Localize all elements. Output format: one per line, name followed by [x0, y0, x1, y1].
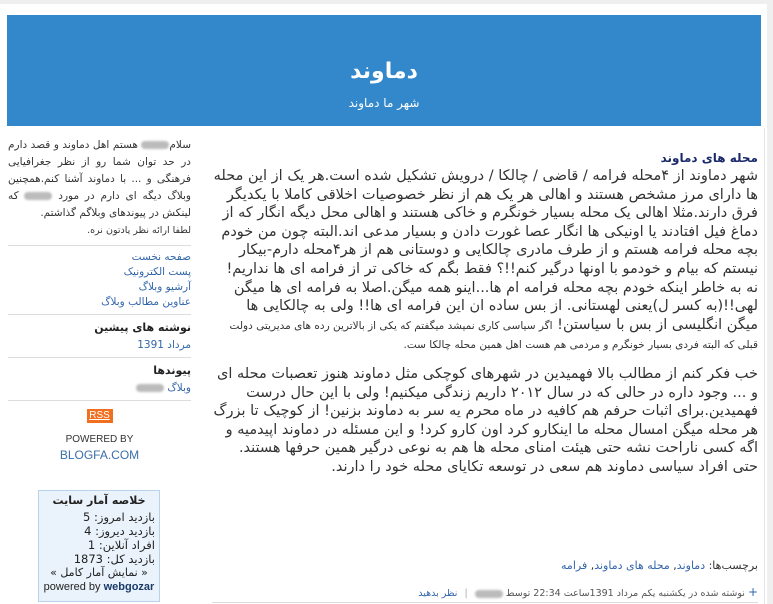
- post-titles-link[interactable]: عناوین مطالب وبلاگ: [101, 296, 191, 308]
- friend-link[interactable]: [8, 380, 191, 396]
- redacted-name: [24, 192, 52, 200]
- about-text: [8, 137, 191, 241]
- stats-value: 1: [87, 538, 96, 552]
- sidebar: [8, 137, 191, 462]
- divider: [8, 400, 191, 401]
- webgozar-credit[interactable]: [43, 580, 155, 594]
- blog-title[interactable]: دماوند: [350, 59, 418, 84]
- post-tags: برچسب‌ها: دماوند, محله های دماوند, فرامه: [561, 559, 758, 572]
- comment-link[interactable]: نظر بدهید: [418, 588, 458, 599]
- powered-by-label: POWERED BY: [65, 434, 134, 445]
- comment-reminder: لطفا ارائه نظر یادتون نره.: [87, 225, 191, 236]
- friend-link-label: وبلاگ: [167, 382, 191, 394]
- webgozar-brand: webgozar: [103, 581, 155, 593]
- stats-row: [43, 552, 155, 566]
- email-link[interactable]: پست الکترونیک: [123, 266, 191, 278]
- plus-icon: +: [747, 585, 758, 599]
- redacted-author: [475, 590, 503, 598]
- archive-item[interactable]: مرداد 1391: [137, 339, 191, 351]
- post: [212, 149, 758, 599]
- stats-row: [43, 524, 155, 538]
- post-body: [212, 167, 758, 477]
- stats-value: 4: [84, 524, 92, 538]
- post-text: شهر دماوند از ۴محله فرامه / قاضی / چالکا / درویش تشکیل شده است.هر یک از این محله ها دارای مرز مشخص هستند و اهالی هر یک هم از نظر خصوصیات اخلاقی کاملا با یکدیگر فرق دارند.مثلا اهالی یک محله بسیار خونگرم و خاکی هستند و اهالی محل دیگه انگار که از دماغ فیل افتادند یا اونیکی ها انگار عصا غورت دادن و بسیار مدعی اند.البته چون من خودم بچه محله فرامه هستم و از طرف مادری چالکایی و دوستانی هم از هر۴محله دارم-بیکار نیستم که بیام و خودمو با اونها درگیر کنم!!؟ فقط بگم که خاکی تر از فرامه ای ها نداریم! نه به خاطر اینکه خودم بچه محله فرامه ام ها...اینو همه میگن.اصلا به فرامه ای ها میگن لهی!!(به کسر ل)یعنی لهستانی. از بس ساده ان این فرامه ای ها!! ولی به چالکایی ها میگن انگلیسی از بس با سیاستن!: [213, 168, 758, 333]
- blog-header: [7, 15, 761, 126]
- tag-link[interactable]: محله های دماوند: [594, 559, 670, 572]
- home-link[interactable]: صفحه نخست: [131, 251, 191, 263]
- about-text-part: سلام: [169, 139, 191, 151]
- rss-button[interactable]: RSS: [87, 409, 113, 423]
- post-paragraph: خب فکر کنم از مطالب بالا فهمیدین در شهرهای کوچکی مثل دماوند هنوز تعصبات محله ای و ... وجود داره در حالی که در سال ۲۰۱۲ داریم زندگی میکنیم! ولی با این حال درست فهمیدین.برای اثبات حرفم هم کافیه در ماه محرم یه سر به دماوند بزنین! از کوچیک تا بزرگ هر محله میگن امسال محله ما اینکارو کرد اون کارو کرد! و این مسئله در دماوند اپیدمیه و اگه کسی ناراحت نشه حتی هیئت امنای محله ها هم به نوعی درگیر همین حرفها هستند. حتی افراد سیاسی دماوند هم سعی در توسعه تکایای محله خود را دارند.: [213, 365, 758, 475]
- page: [0, 4, 767, 604]
- stats-row: [43, 538, 155, 552]
- redacted-name: [136, 384, 164, 392]
- nav-links: [8, 250, 191, 310]
- stats-title: خلاصه آمار سایت: [52, 494, 146, 507]
- separator: |: [464, 588, 468, 599]
- about-text-part: هستم اهل دماوند و قصد دارم در حد توان شما رو از نظر جغرافیایی فرهنگی و ... با دماوند آشنا کنم.همچنین وبلاگ دیگه ای دارم در مورد: [8, 139, 191, 202]
- post-paragraph: [212, 167, 758, 355]
- post-date-info: نوشته شده در یکشنبه یکم مرداد 1391ساعت 22:34 توسط: [502, 588, 745, 599]
- divider: [8, 357, 191, 358]
- tag-link[interactable]: فرامه: [561, 559, 588, 572]
- stats-value: 5: [83, 510, 91, 524]
- divider: [8, 245, 191, 246]
- tag-link[interactable]: دماوند: [676, 559, 706, 572]
- stats-label: افراد آنلاین:: [98, 538, 155, 552]
- archive-link[interactable]: آرشیو وبلاگ: [138, 281, 191, 293]
- blogfa-link[interactable]: BLOGFA.COM: [59, 448, 140, 462]
- about-text-part: که لینکش در پیوندهای وبلاگم گذاشتم.: [8, 190, 191, 219]
- site-stats-box: [38, 490, 160, 602]
- powered-text: powered by: [43, 581, 101, 593]
- links-title: پیوندها: [153, 364, 191, 377]
- stats-label: بازدید دیروز:: [95, 524, 155, 538]
- post-title[interactable]: محله های دماوند: [660, 151, 758, 165]
- full-stats-link[interactable]: « نمایش آمار کامل »: [50, 566, 148, 579]
- divider: [8, 314, 191, 315]
- post-text-small: اگر سیاسی کاری نمیشد میگفتم که یکی از بالاترین رده های مدیریتی دولت قبلی که البته فردی بسیار خونگرم و مردمی هم هست اهل همین محله چالکا ست.: [229, 319, 758, 352]
- archive-title: نوشته های پیشین: [94, 321, 191, 334]
- stats-label: بازدید امروز:: [94, 510, 155, 524]
- blog-subtitle: شهر ما دماوند: [348, 96, 420, 110]
- stats-label: بازدید کل:: [106, 552, 155, 566]
- tags-label: برچسب‌ها:: [705, 559, 758, 572]
- redacted-name: [141, 141, 169, 149]
- stats-value: 1873: [73, 552, 103, 566]
- post-meta: [212, 585, 758, 603]
- content-border: [764, 128, 765, 604]
- stats-row: [43, 510, 155, 524]
